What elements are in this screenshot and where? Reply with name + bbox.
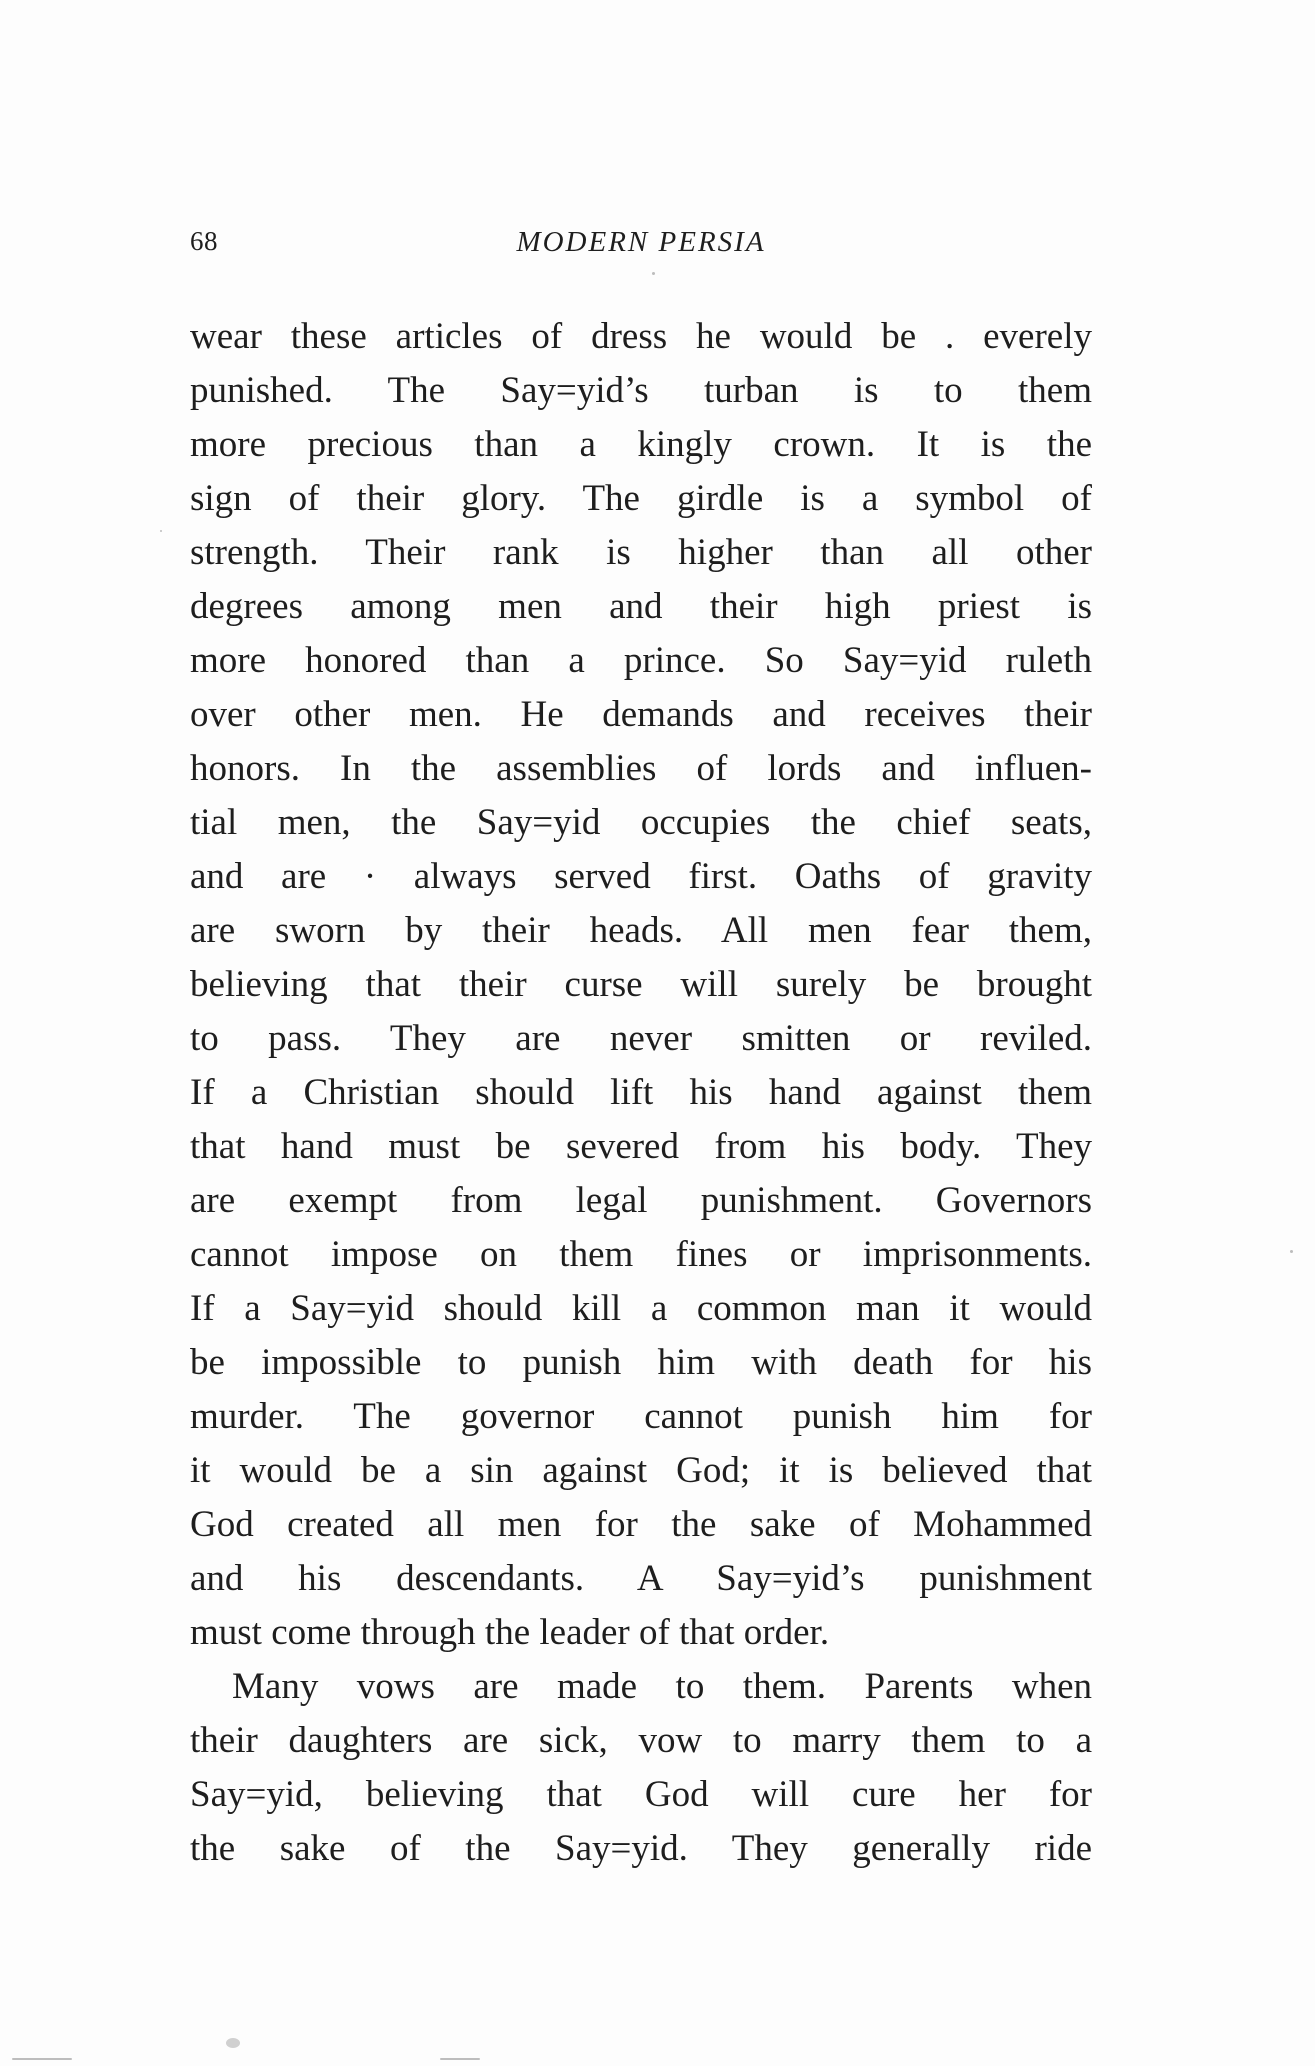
scan-speck xyxy=(12,2058,72,2060)
text-line: honors. In the assemblies of lords and influen- xyxy=(190,748,1092,789)
text-line: wear these articles of dress he would be . everely xyxy=(190,316,1092,357)
text-line: be impossible to punish him with death for his xyxy=(190,1342,1092,1383)
text-line: more honored than a prince. So Say=yid ruleth xyxy=(190,640,1092,681)
text-line: to pass. They are never smitten or reviled. xyxy=(190,1018,1092,1059)
paragraph xyxy=(190,310,1092,1660)
text-line: must come through the leader of that order. xyxy=(190,1612,830,1653)
text-line: If a Say=yid should kill a common man it would xyxy=(190,1288,1092,1329)
text-line: believing that their curse will surely be brought xyxy=(190,964,1092,1005)
text-line: the sake of the Say=yid. They generally ride xyxy=(190,1828,1092,1869)
body-text xyxy=(190,310,1092,1876)
text-line: sign of their glory. The girdle is a symbol of xyxy=(190,478,1092,519)
text-line: it would be a sin against God; it is believed that xyxy=(190,1450,1092,1491)
scan-speck xyxy=(652,272,655,275)
text-line: more precious than a kingly crown. It is the xyxy=(190,424,1092,465)
text-line: and are · always served first. Oaths of gravity xyxy=(190,856,1092,897)
paragraph xyxy=(190,1660,1092,1876)
scan-speck xyxy=(440,2058,480,2060)
text-line: are exempt from legal punishment. Governors xyxy=(190,1180,1092,1221)
text-line: and his descendants. A Say=yid’s punishment xyxy=(190,1558,1092,1599)
text-line: tial men, the Say=yid occupies the chief seats, xyxy=(190,802,1092,843)
text-line: Many vows are made to them. Parents when xyxy=(232,1666,1092,1707)
text-line: strength. Their rank is higher than all other xyxy=(190,532,1092,573)
page-header xyxy=(190,226,1092,266)
running-head: MODERN PERSIA xyxy=(516,226,766,258)
text-line: God created all men for the sake of Mohammed xyxy=(190,1504,1092,1545)
scan-speck xyxy=(160,530,162,532)
text-line: cannot impose on them fines or imprisonments. xyxy=(190,1234,1092,1275)
text-line: degrees among men and their high priest is xyxy=(190,586,1092,627)
text-line: that hand must be severed from his body. They xyxy=(190,1126,1092,1167)
text-line: punished. The Say=yid’s turban is to them xyxy=(190,370,1092,411)
text-line: Say=yid, believing that God will cure her for xyxy=(190,1774,1092,1815)
scan-speck xyxy=(1290,1250,1293,1253)
text-line: If a Christian should lift his hand against them xyxy=(190,1072,1092,1113)
text-line: their daughters are sick, vow to marry them to a xyxy=(190,1720,1092,1761)
page-number: 68 xyxy=(190,226,218,256)
text-line: murder. The governor cannot punish him for xyxy=(190,1396,1092,1437)
scan-speck xyxy=(226,2038,240,2048)
text-line: over other men. He demands and receives their xyxy=(190,694,1092,735)
text-line: are sworn by their heads. All men fear them, xyxy=(190,910,1092,951)
